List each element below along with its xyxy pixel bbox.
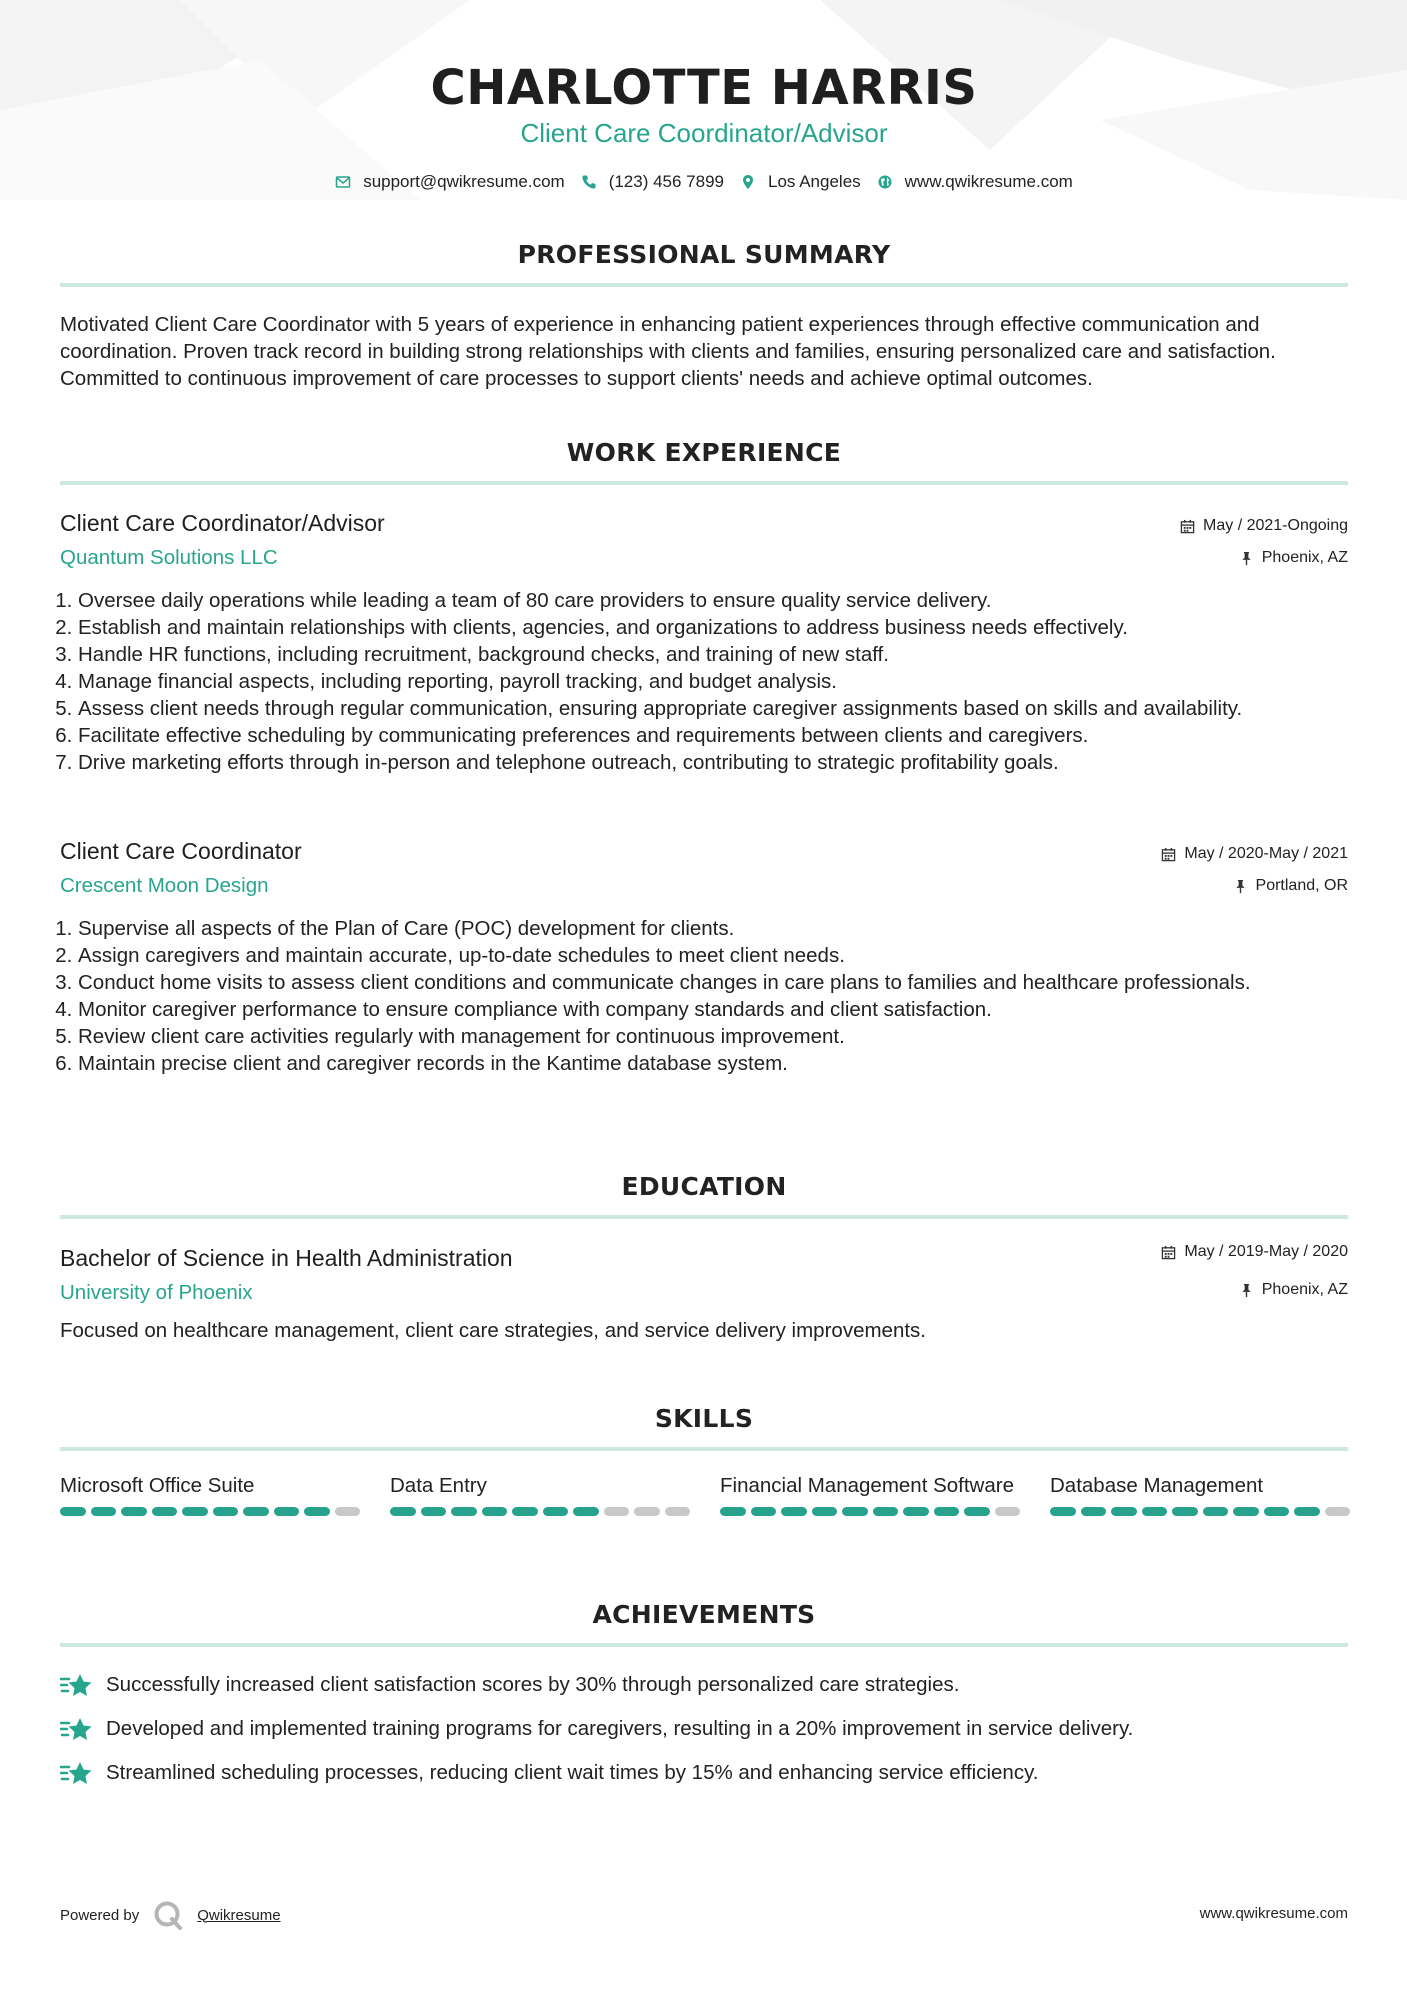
achievement-text: Streamlined scheduling processes, reducing client wait times by 15% and enhancing service efficiency. (106, 1761, 1039, 1784)
skill-level-segment-filled (1264, 1507, 1290, 1516)
skill-level-segment-filled (121, 1507, 147, 1516)
skill-level-segment-filled (1233, 1507, 1259, 1516)
skill-level-segment-filled (934, 1507, 960, 1516)
section-divider (60, 1447, 1348, 1451)
education-dates (1161, 1243, 1348, 1261)
list-item: 3. Conduct home visits to assess client conditions and communicate changes in care plans to families and healthcare professionals. (78, 969, 1308, 996)
pushpin-icon (1233, 879, 1248, 894)
contact-website-text: www.qwikresume.com (904, 172, 1073, 191)
list-item: 1. Oversee daily operations while leading a team of 80 care providers to ensure quality service delivery. (78, 587, 1308, 614)
skill-level-segment-filled (842, 1507, 868, 1516)
contact-phone-text: (123) 456 7899 (608, 172, 725, 191)
skill-name: Data Entry (390, 1474, 487, 1497)
skill-level-segment-filled (812, 1507, 838, 1516)
education-school: University of Phoenix (60, 1281, 253, 1304)
map-pin-icon (740, 174, 756, 190)
list-item: 6. Facilitate effective scheduling by communicating preferences and requirements between clients and caregivers. (78, 722, 1308, 749)
skill-level-segment-filled (873, 1507, 899, 1516)
contact-bar (60, 172, 1348, 192)
job-dates-text: May / 2021-Ongoing (1203, 517, 1348, 534)
section-divider (60, 283, 1348, 287)
skill-level-bar (60, 1507, 360, 1516)
list-item: 5. Review client care activities regularly with management for continuous improvement. (78, 1023, 1308, 1050)
job-duties-list (60, 915, 1308, 1077)
skill-level-segment-filled (91, 1507, 117, 1516)
skill-level-segment-filled (152, 1507, 178, 1516)
qwikresume-link[interactable]: Qwikresume (197, 1906, 281, 1924)
education-dates-text: May / 2019-May / 2020 (1184, 1243, 1348, 1260)
list-item: 3. Handle HR functions, including recruitment, background checks, and training of new staff. (78, 641, 1308, 668)
skill-level-segment-filled (213, 1507, 239, 1516)
job-role: Client Care Coordinator (60, 838, 302, 864)
pushpin-icon (1239, 1283, 1254, 1298)
list-item: 7. Drive marketing efforts through in-person and telephone outreach, contributing to strategic profitability goals. (78, 749, 1308, 776)
skill-level-segment-filled (421, 1507, 447, 1516)
achievement-text: Successfully increased client satisfaction scores by 30% through personalized care strategies. (106, 1673, 960, 1696)
job-dates (1180, 517, 1348, 535)
list-item: 5. Assess client needs through regular communication, ensuring appropriate caregiver assignments based on skills and availability. (78, 695, 1308, 722)
education-degree: Bachelor of Science in Health Administration (60, 1245, 513, 1271)
skill-level-segment-filled (60, 1507, 86, 1516)
list-item: 4. Monitor caregiver performance to ensure compliance with company standards and client satisfaction. (78, 996, 1308, 1023)
achievement-item (60, 1716, 1133, 1742)
skill-level-segment-empty (634, 1507, 660, 1516)
list-item: 4. Manage financial aspects, including reporting, payroll tracking, and budget analysis. (78, 668, 1308, 695)
section-title-education: EDUCATION (621, 1172, 787, 1201)
skill-level-bar (720, 1507, 1020, 1516)
education-location-text: Phoenix, AZ (1261, 1281, 1348, 1298)
envelope-icon (335, 174, 351, 190)
pushpin-icon (1239, 551, 1254, 566)
contact-location (740, 172, 861, 192)
skill-level-segment-filled (1050, 1507, 1076, 1516)
job-company: Quantum Solutions LLC (60, 546, 278, 569)
calendar-icon (1180, 519, 1195, 534)
list-item: 2. Assign caregivers and maintain accurate, up-to-date schedules to meet client needs. (78, 942, 1308, 969)
skill-level-segment-empty (665, 1507, 691, 1516)
skill-level-segment-filled (720, 1507, 746, 1516)
job-duties-list (60, 587, 1308, 776)
list-item: 2. Establish and maintain relationships with clients, agencies, and organizations to address business needs effectively. (78, 614, 1308, 641)
skill-level-segment-filled (781, 1507, 807, 1516)
footer-website[interactable]: www.qwikresume.com (1199, 1905, 1348, 1922)
list-item: 1. Supervise all aspects of the Plan of Care (POC) development for clients. (78, 915, 1308, 942)
skill-name: Microsoft Office Suite (60, 1474, 255, 1497)
summary-text: Motivated Client Care Coordinator with 5 years of experience in enhancing patient experiences through effective communication and coordination. Proven track record in building strong relationships with clients and families, ensuring personalized care and satisfaction. Committed to continuous improvement of care processes to support clients' needs and achieve optimal outcomes. (60, 313, 1276, 390)
calendar-icon (1161, 847, 1176, 862)
skill-name: Database Management (1050, 1474, 1264, 1497)
skill-name: Financial Management Software (720, 1474, 1014, 1497)
skill-level-segment-filled (964, 1507, 990, 1516)
candidate-title: Client Care Coordinator/Advisor (520, 118, 888, 148)
job-location-text: Phoenix, AZ (1261, 549, 1348, 566)
section-title-skills: SKILLS (654, 1404, 754, 1433)
globe-icon (877, 174, 893, 190)
skill-level-segment-filled (1172, 1507, 1198, 1516)
star-badge-icon (60, 1672, 92, 1698)
skill-item (60, 1472, 360, 1516)
contact-phone[interactable] (581, 172, 724, 192)
skill-item (720, 1472, 1020, 1516)
calendar-icon (1161, 1245, 1176, 1260)
skill-level-segment-filled (1203, 1507, 1229, 1516)
section-divider (60, 481, 1348, 485)
skill-item (390, 1472, 690, 1516)
job-company: Crescent Moon Design (60, 874, 269, 897)
job-role: Client Care Coordinator/Advisor (60, 510, 385, 536)
education-description: Focused on healthcare management, client care strategies, and service delivery improvements. (60, 1319, 926, 1342)
section-title-summary: PROFESSIONAL SUMMARY (517, 240, 891, 269)
footer-powered-by (60, 1900, 281, 1930)
section-divider (60, 1215, 1348, 1219)
skill-level-segment-empty (1325, 1507, 1351, 1516)
phone-icon (581, 174, 597, 190)
section-title-experience: WORK EXPERIENCE (566, 438, 842, 467)
skill-level-segment-filled (751, 1507, 777, 1516)
skill-level-bar (390, 1507, 690, 1516)
skill-level-segment-filled (274, 1507, 300, 1516)
star-badge-icon (60, 1760, 92, 1786)
achievement-text: Developed and implemented training programs for caregivers, resulting in a 20% improvement in service delivery. (106, 1717, 1134, 1740)
list-item: 6. Maintain precise client and caregiver records in the Kantime database system. (78, 1050, 1308, 1077)
section-divider (60, 1643, 1348, 1647)
contact-email[interactable] (335, 172, 565, 192)
skill-level-segment-filled (1142, 1507, 1168, 1516)
achievement-item (60, 1760, 1039, 1786)
education-location (1239, 1281, 1348, 1299)
job-location (1239, 549, 1348, 567)
job-location (1233, 877, 1348, 895)
skill-level-segment-filled (390, 1507, 416, 1516)
contact-website[interactable] (877, 172, 1073, 192)
skill-level-segment-empty (335, 1507, 361, 1516)
skill-level-segment-filled (1081, 1507, 1107, 1516)
star-badge-icon (60, 1716, 92, 1742)
section-title-achievements: ACHIEVEMENTS (592, 1600, 816, 1629)
skill-level-segment-filled (1111, 1507, 1137, 1516)
qwikresume-logo-icon (153, 1900, 183, 1930)
skill-level-segment-filled (243, 1507, 269, 1516)
skill-level-segment-empty (995, 1507, 1021, 1516)
skill-level-segment-filled (512, 1507, 538, 1516)
skill-level-segment-filled (543, 1507, 569, 1516)
job-location-text: Portland, OR (1255, 877, 1348, 894)
skill-item (1050, 1472, 1350, 1516)
job-dates (1161, 845, 1348, 863)
skill-level-segment-filled (451, 1507, 477, 1516)
contact-email-text: support@qwikresume.com (363, 172, 565, 191)
skill-level-bar (1050, 1507, 1350, 1516)
skill-level-segment-filled (182, 1507, 208, 1516)
candidate-name: CHARLOTTE HARRIS (430, 60, 978, 116)
job-dates-text: May / 2020-May / 2021 (1184, 845, 1348, 862)
skill-level-segment-filled (903, 1507, 929, 1516)
skill-level-segment-filled (1294, 1507, 1320, 1516)
powered-by-label: Powered by (60, 1906, 140, 1924)
skill-level-segment-filled (304, 1507, 330, 1516)
skill-level-segment-empty (604, 1507, 630, 1516)
skill-level-segment-filled (573, 1507, 599, 1516)
contact-location-text: Los Angeles (768, 172, 861, 191)
skill-level-segment-filled (482, 1507, 508, 1516)
achievement-item (60, 1672, 959, 1698)
